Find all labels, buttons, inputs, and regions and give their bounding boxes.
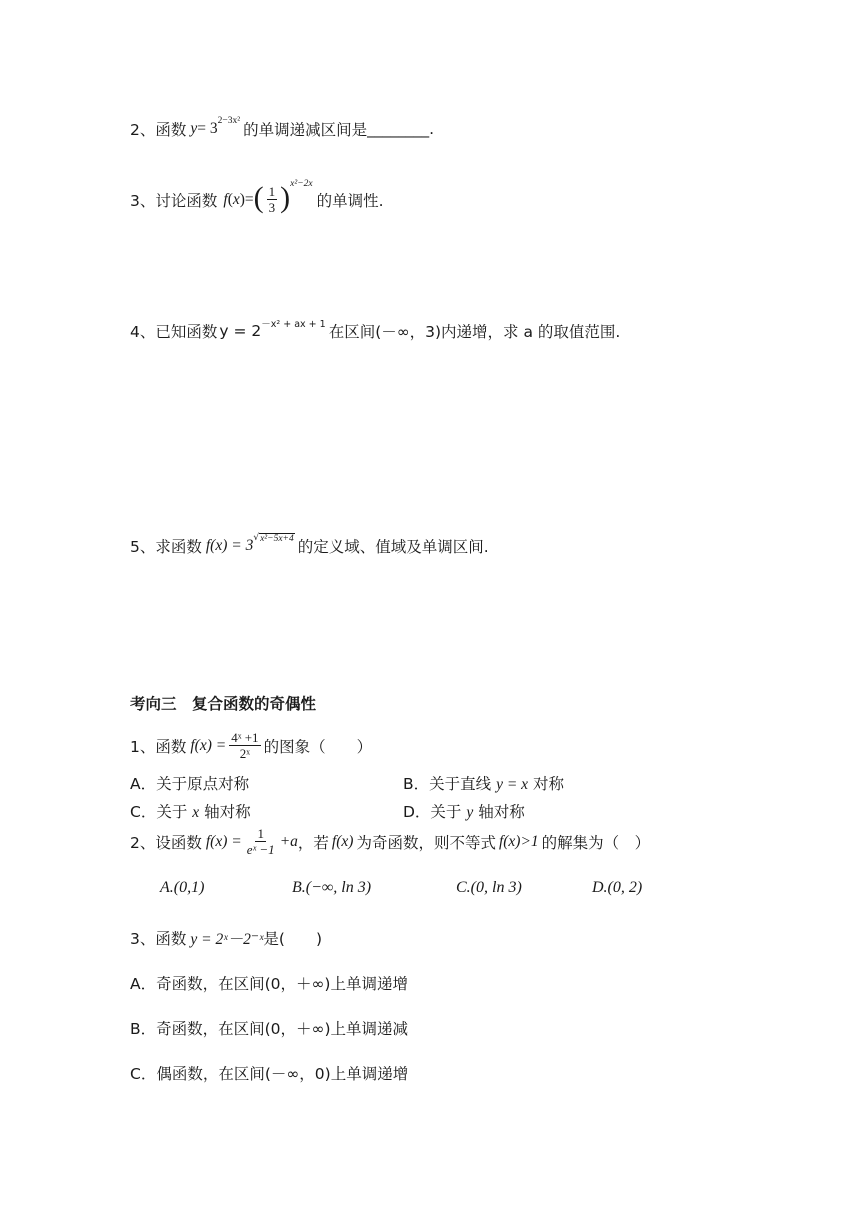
s3q1-option-d [403, 800, 525, 822]
s3q2-option-c [456, 879, 522, 897]
s3q2-f2: f(x)>1 [498, 832, 539, 850]
s3-question-3 [130, 927, 322, 949]
s3q2-lhs: f(x) = [205, 832, 242, 850]
s3q1-number: 1、函数 [130, 737, 187, 756]
s3q1-numerator: 4ˣ +1 [231, 730, 259, 745]
s3q2-option-b [292, 879, 371, 897]
question-3 [130, 178, 384, 215]
s3q3-option-c [130, 1062, 408, 1084]
question-4 [130, 320, 620, 342]
q5-expr: f(x) = 3 [205, 537, 254, 554]
s3q1-option-b-pre: B．关于直线 [403, 775, 492, 793]
q5-text: 的定义域、值域及单调区间. [297, 538, 489, 556]
s3-question-1 [130, 730, 372, 761]
s3q1-option-b-post: 对称 [532, 775, 564, 793]
section-heading [130, 692, 316, 714]
s3q2-option-b-text: B.(−∞, ln 3) [292, 879, 372, 896]
s3q1-option-b [403, 772, 564, 794]
q2-y: y [190, 120, 198, 137]
q4-number: 4、已知函数 [130, 323, 218, 341]
section-title: 考向三 复合函数的奇偶性 [130, 695, 317, 713]
q2-end: . [429, 120, 435, 138]
q3-eq: = [244, 190, 254, 208]
s3q3-expr: y = 2ˣ－2⁻ˣ [190, 931, 264, 948]
q4-exponent: －x² + ax + 1 [261, 319, 326, 330]
s3q2-denominator: eˣ −1 [246, 842, 275, 857]
q3-text: 的单调性. [316, 191, 384, 210]
s3q1-text: 的图象（ ） [263, 737, 373, 756]
s3q3-option-c-text: C．偶函数，在区间(－∞，0)上单调递增 [130, 1065, 409, 1083]
q2-eq: = 3 [197, 120, 218, 137]
q3-big-rparen: ) [280, 180, 291, 214]
q2-blank: ________ [367, 120, 430, 138]
s3q2-fraction [245, 826, 277, 857]
q2-exponent: 2−3x² [217, 116, 241, 126]
question-2 [130, 118, 434, 140]
s3q1-fraction [229, 730, 260, 761]
q3-number: 3、讨论函数 [130, 191, 218, 210]
s3q2-f1: f(x) [331, 832, 354, 850]
s3q2-option-a-text: A.(0,1) [160, 879, 205, 896]
s3q1-option-c-post: 轴对称 [204, 803, 251, 821]
s3q3-option-b [130, 1017, 408, 1039]
s3q1-option-a-text: A．关于原点对称 [130, 775, 250, 793]
s3-question-2 [130, 826, 650, 857]
s3q1-denominator: 2ˣ [239, 746, 251, 761]
q3-lparen: ( [227, 190, 233, 208]
q3-big-lparen: ( [253, 180, 264, 214]
s3q3-text: 是( ) [263, 930, 323, 948]
s3q3-option-b-text: B．奇函数，在区间(0，＋∞)上单调递减 [130, 1020, 409, 1038]
q5-root-sign: √ [253, 533, 260, 543]
s3q2-option-a [160, 879, 204, 897]
s3q3-option-a [130, 972, 408, 994]
q3-rparen: ) [239, 190, 245, 208]
q3-f: f [223, 190, 228, 208]
s3q2-plus: +a [279, 832, 298, 850]
s3q2-option-d-text: D.(0, 2) [592, 879, 643, 896]
q3-numerator: 1 [268, 184, 276, 199]
q3-x: x [232, 190, 240, 208]
s3q2-text-2: 为奇函数，则不等式 [356, 833, 496, 852]
s3q2-text-1: ，若 [297, 833, 329, 852]
s3q1-option-b-math: y = x [496, 776, 529, 793]
s3q2-numerator: 1 [257, 826, 264, 841]
q4-expr: y = 2 [219, 322, 262, 340]
s3q2-option-c-text: C.(0, ln 3) [456, 879, 522, 896]
q2-text: 的单调递减区间是 [243, 121, 368, 139]
s3q2-option-d [592, 879, 642, 897]
s3q1-option-c-pre: C．关于 [130, 803, 188, 821]
q5-number: 5、求函数 [130, 538, 202, 556]
q3-denominator: 3 [268, 200, 276, 215]
s3q1-option-c-math: x [192, 804, 200, 821]
q5-exponent: x²−5x+4 [260, 533, 294, 544]
question-5 [130, 535, 489, 557]
s3q1-option-d-pre: D．关于 [403, 803, 462, 821]
s3q1-option-d-post: 轴对称 [478, 803, 525, 821]
q2-number: 2、函数 [130, 121, 187, 139]
s3q3-number: 3、函数 [130, 930, 187, 948]
s3q1-lhs: f(x) = [190, 736, 227, 754]
s3q2-number: 2、设函数 [130, 833, 202, 852]
s3q1-option-a [130, 772, 249, 794]
q4-text: 在区间(－∞，3)内递增，求 a 的取值范围. [328, 323, 621, 341]
s3q2-text-3: 的解集为（ ） [541, 833, 651, 852]
s3q1-option-c [130, 800, 251, 822]
q3-fraction [267, 184, 278, 215]
s3q1-option-d-math: y [466, 804, 474, 821]
s3q3-option-a-text: A．奇函数，在区间(0，＋∞)上单调递增 [130, 975, 408, 993]
q3-exponent: x²−2x [290, 178, 313, 189]
